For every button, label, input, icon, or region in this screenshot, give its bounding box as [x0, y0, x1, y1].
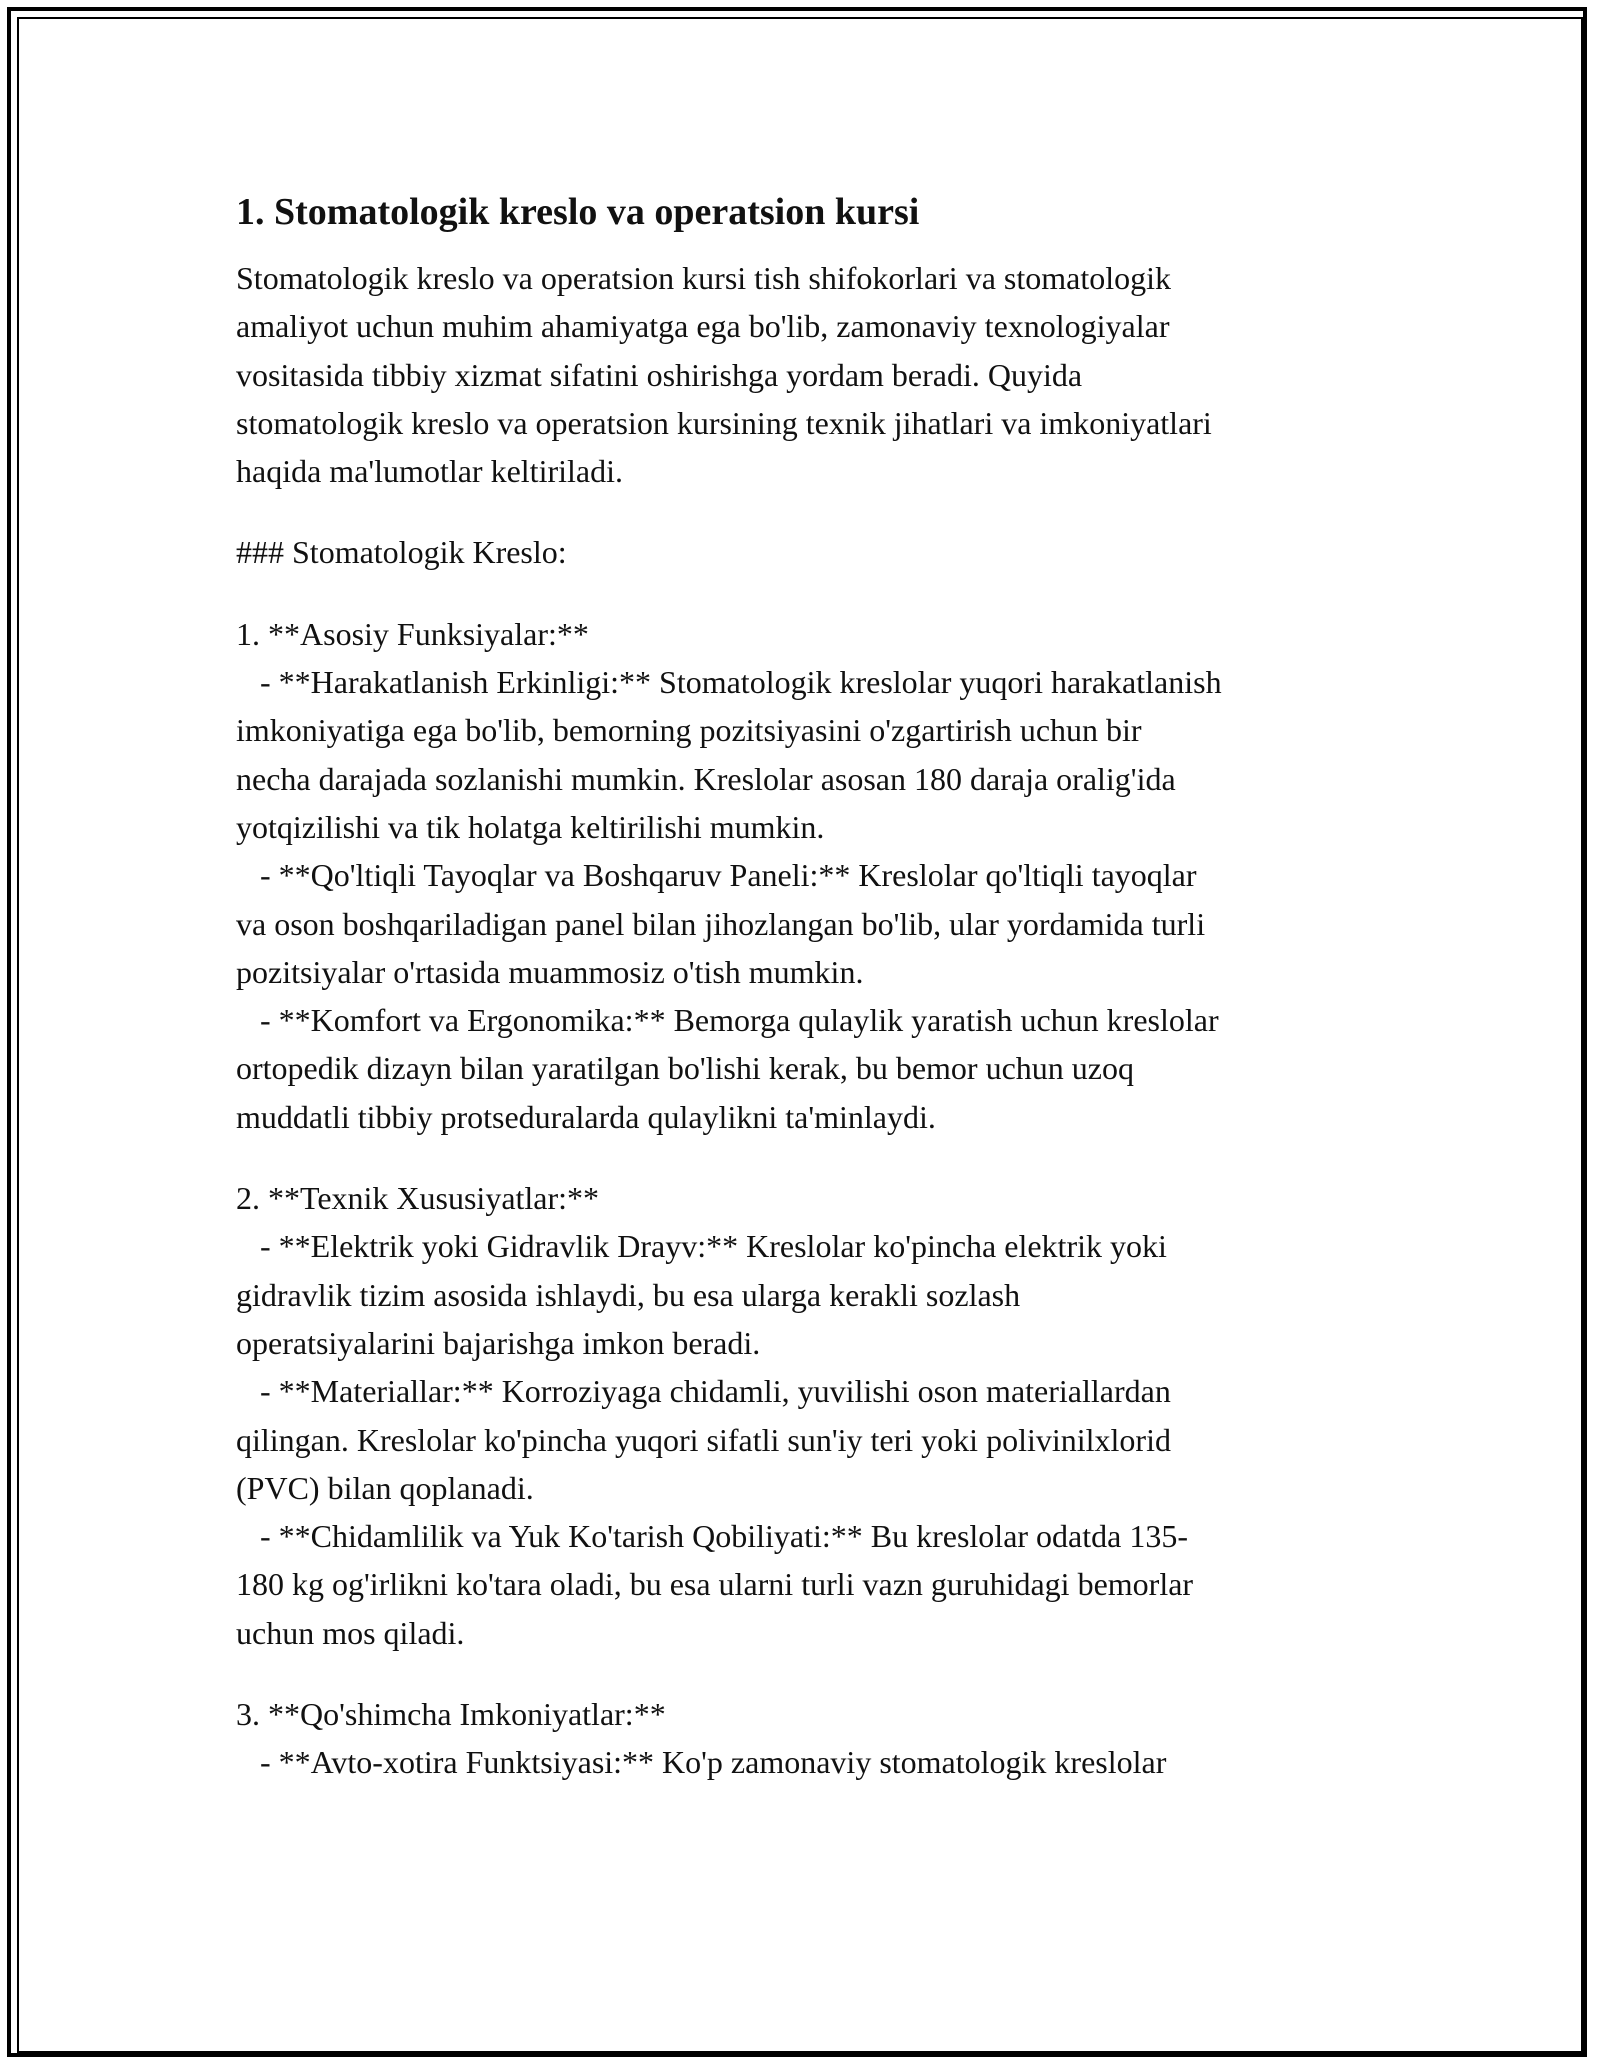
section-2-line: gidravlik tizim asosida ishlaydi, bu esa ularga kerakli sozlash [236, 1276, 1021, 1313]
section-2-line: - **Chidamlilik va Yuk Ko'tarish Qobiliyati:** Bu kreslolar odatda 135- [236, 1518, 1188, 1555]
intro-line: haqida ma'lumotlar keltiriladi. [236, 453, 623, 490]
section-2-line: (PVC) bilan qoplanadi. [236, 1469, 534, 1506]
section-1-line: - **Qo'ltiqli Tayoqlar va Boshqaruv Paneli:** Kreslolar qo'ltiqli tayoqlar [236, 857, 1197, 894]
section-2-line: qilingan. Kreslolar ko'pincha yuqori sifatli sun'iy teri yoki polivinilxlorid [236, 1421, 1171, 1458]
section-3-line: 3. **Qo'shimcha Imkoniyatlar:** [236, 1696, 666, 1733]
intro-line: stomatologik kreslo va operatsion kursining texnik jihatlari va imkoniyatlari [236, 404, 1212, 441]
section-1-line: ortopedik dizayn bilan yaratilgan bo'lishi kerak, bu bemor uchun uzoq [236, 1050, 1134, 1087]
section-2-line: uchun mos qiladi. [236, 1614, 465, 1651]
section-1-line: necha darajada sozlanishi mumkin. Kreslolar asosan 180 daraja oralig'ida [236, 760, 1176, 797]
section-3 [236, 1690, 1376, 1787]
spacer [236, 1657, 1376, 1690]
document-body [236, 186, 1376, 1787]
spacer [236, 1141, 1376, 1174]
section-2-line: 180 kg og'irlikni ko'tara oladi, bu esa ularni turli vazn guruhidagi bemorlar [236, 1566, 1194, 1603]
subheading: ### Stomatologik Kreslo: [236, 534, 567, 571]
section-2 [236, 1174, 1376, 1657]
section-2-line: - **Elektrik yoki Gidravlik Drayv:** Kreslolar ko'pincha elektrik yoki [236, 1228, 1167, 1265]
spacer [236, 577, 1376, 610]
section-1-line: muddatli tibbiy protseduralarda qulaylikni ta'minlaydi. [236, 1098, 936, 1135]
document-heading: 1. Stomatologik kreslo va operatsion kursi [236, 191, 920, 233]
intro-line: Stomatologik kreslo va operatsion kursi tish shifokorlari va stomatologik [236, 260, 1171, 296]
section-3-line: - **Avto-xotira Funktsiyasi:** Ko'p zamonaviy stomatologik kreslolar [236, 1744, 1167, 1781]
section-1-line: pozitsiyalar o'rtasida muammosiz o'tish mumkin. [236, 953, 864, 990]
section-2-line: - **Materiallar:** Korroziyaga chidamli, yuvilishi oson materiallardan [236, 1373, 1171, 1410]
intro-line: amaliyot uchun muhim ahamiyatga ega bo'lib, zamonaviy texnologiyalar [236, 308, 1170, 345]
spacer [236, 495, 1376, 528]
section-1-line: - **Harakatlanish Erkinligi:** Stomatologik kreslolar yuqori harakatlanish [236, 664, 1222, 701]
section-1-line: - **Komfort va Ergonomika:** Bemorga qulaylik yaratish uchun kreslolar [236, 1002, 1219, 1039]
section-1-line: imkoniyatiga ega bo'lib, bemorning pozitsiyasini o'zgartirish uchun bir [236, 712, 1142, 749]
intro-paragraph [236, 254, 1376, 495]
section-2-line: operatsiyalarini bajarishga imkon beradi. [236, 1324, 761, 1361]
section-1 [236, 610, 1376, 1141]
intro-line: vositasida tibbiy xizmat sifatini oshirishga yordam beradi. Quyida [236, 356, 1083, 393]
section-1-line: yotqizilishi va tik holatga keltirilishi mumkin. [236, 808, 825, 845]
section-1-line: 1. **Asosiy Funksiyalar:** [236, 615, 589, 652]
section-2-line: 2. **Texnik Xususiyatlar:** [236, 1180, 600, 1217]
section-1-line: va oson boshqariladigan panel bilan jihozlangan bo'lib, ular yordamida turli [236, 905, 1206, 942]
